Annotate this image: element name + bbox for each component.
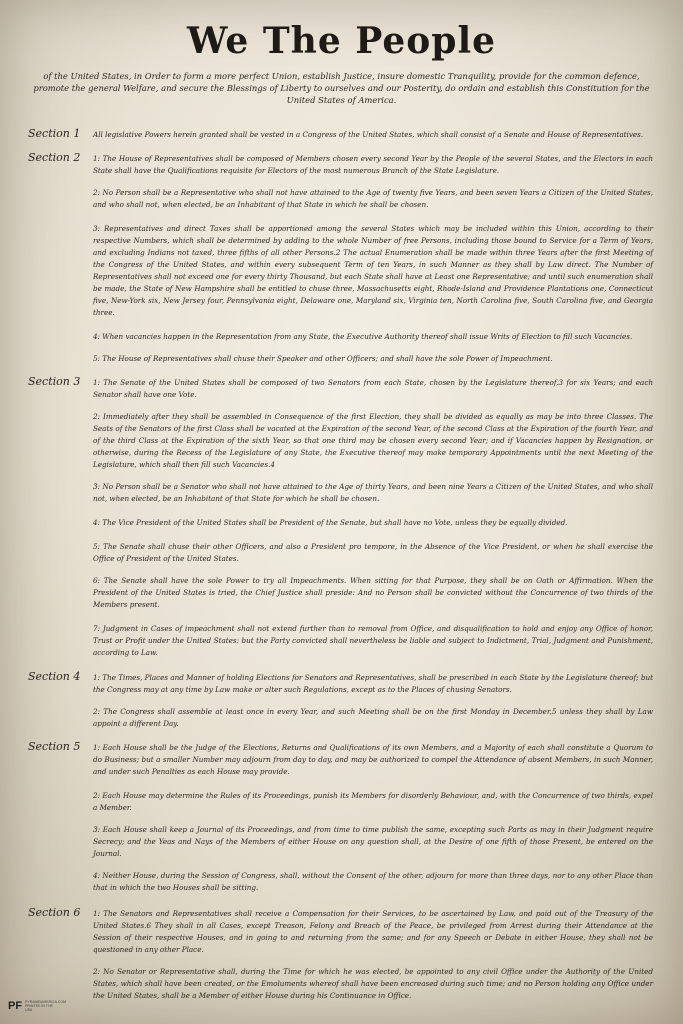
clause: 3: No Person shall be a Senator who shall not have attained to the Age of thirty Years, and been nine Years a Citizen of the United States, and who shall not, when elected, be an Inhabitant of that State for which he shall be chosen. [93,482,653,503]
clause: 4: The Vice President of the United States shall be President of the Senate, but shall have no Vote, unless they be equally divided. [93,518,568,527]
section-label: Section 3 [28,375,81,388]
clause: 4: When vacancies happen in the Representation from any State, the Executive Authority thereof shall issue Writs of Election to fill such Vacancies. [93,332,633,341]
clause: 2: The Congress shall assemble at least once in every Year, and such Meeting shall be on the first Monday in December,5 unless they shall by Law appoint a different Day. [93,707,653,728]
clause: 1: The Senators and Representatives shall receive a Compensation for their Services, to be ascertained by Law, and paid out of the Treasury of the United States.6 They shall in all Cases, except Treason, Felony and Breach of the Peace, be privileged from Arrest during their Attendance at the Session of their respective Houses, and in going to and returning from the same; and for any Speech or Debate in either House, they shall not be questioned in any other Place. [93,909,653,954]
clause: 4: Neither House, during the Session of Congress, shall, without the Consent of the other, adjourn for more than three days, nor to any other Place than that in which the two Houses shall be sitting. [93,871,653,892]
clause: 1: The Senate of the United States shall be composed of two Senators from each State, chosen by the Legislature thereof,3 for six Years; and each Senator shall have one Vote. [93,378,653,399]
clause: 3: Representatives and direct Taxes shall be apportioned among the several States which may be included within this Union, according to their respective Numbers, which shall be determined by adding to the whole Number of free Persons, including those bound to Service for a Term of Years, and excluding Indians not taxed, three fifths of all other Persons.2 The actual Enumeration shall be made within three Years after the first Meeting of the Congress of the United States, and within every subsequent Term of ten Years, in such Manner as they shall by Law direct. The Number of Representatives shall not exceed one for every thirty Thousand, but each State shall have at Least one Representative; and until such enumeration shall be made, the State of New Hampshire shall be entitled to chuse three, Massachusetts eight, Rhode-Island and Providence Plantations one, Connecticut five, New-York six, New Jersey four, Pennsylvania eight, Delaware one, Maryland six, Virginia ten, North Carolina five, South Carolina five, and Georgia three. [93,224,653,317]
clause: 3: Each House shall keep a Journal of its Proceedings, and from time to time publish the same, excepting such Parts as may in their Judgment require Secrecy; and the Yeas and Nays of the Members of either House on any question shall, at the Desire of one fifth of those Present, be entered on the Journal. [93,825,653,858]
publisher-logo-text: PYRAMIDAMERICA.COM PRINTED IN THE USA [25,1000,67,1012]
preamble: of the United States, in Order to form a more perfect Union, establish Justice, insure domestic Tranquility, provide for the common defence, promote the general Welfare, and secure the Blessings of Liberty to ourselves and our Posterity, do ordain and establish this Constitution for the United States of America. [33,71,650,105]
section-label: Section 5 [28,740,81,753]
clause: 7: Judgment in Cases of impeachment shall not extend further than to removal from Office, and disqualification to hold and enjoy any Office of honor, Trust or Profit under the United States: but the Party convicted shall nevertheless be liable and subject to Indictment, Trial, Judgment and Punishment, according to Law. [93,624,653,657]
clause: 1: The Times, Places and Manner of holding Elections for Senators and Representatives, shall be prescribed in each State by the Legislature thereof; but the Congress may at any time by Law make or alter such Regulations, except as to the Places of chusing Senators. [93,673,653,694]
section-label: Section 1 [28,127,81,140]
clause: 6: The Senate shall have the sole Power to try all Impeachments. When sitting for that Purpose, they shall be on Oath or Affirmation. When the President of the United States is tried, the Chief Justice shall preside: And no Person shall be convicted without the Concurrence of two thirds of the Members present. [93,576,653,609]
clause: All legislative Powers herein granted shall be vested in a Congress of the United States, which shall consist of a Senate and House of Representatives. [93,130,644,139]
publisher-logo-mark: PF [8,1000,23,1012]
section-label: Section 2 [28,151,81,164]
clause: 1: Each House shall be the Judge of the Elections, Returns and Qualifications of its own Members, and a Majority of each shall constitute a Quorum to do Business; but a smaller Number may adjourn from day to day, and may be authorized to compel the Attendance of absent Members, in such Manner, and under such Penalties as each House may provide. [93,743,653,776]
clause: 5: The Senate shall chuse their other Officers, and also a President pro tempore, in the Absence of the Vice President, or when he shall exercise the Office of President of the United States. [93,542,653,563]
clause: 1: The House of Representatives shall be composed of Members chosen every second Year by the People of the several States, and the Electors in each State shall have the Qualifications requisite for Electors of the most numerous Branch of the State Legislature. [93,154,653,175]
publisher-logo [8,1000,67,1012]
section-label: Section 6 [28,906,81,919]
clause: 2: No Person shall be a Representative who shall not have attained to the Age of twenty five Years, and been seven Years a Citizen of the United States, and who shall not, when elected, be an Inhabitant of that State in which he shall be chosen. [93,188,653,209]
clause: 2: Immediately after they shall be assembled in Consequence of the first Election, they shall be divided as equally as may be into three Classes. The Seats of the Senators of the first Class shall be vacated at the Expiration of the second Year, of the second Class at the Expiration of the fourth Year, and of the third Class at the Expiration of the sixth Year, so that one third may be chosen every second Year; and if Vacancies happen by Resignation, or otherwise, during the Recess of the Legislature of any State, the Executive thereof may make temporary Appointments until the next Meeting of the Legislature, which shall then fill such Vacancies.4 [93,412,653,469]
section-label: Section 4 [28,670,81,683]
clause: 5: The House of Representatives shall chuse their Speaker and other Officers; and shall have the sole Power of Impeachment. [93,354,553,363]
document-title: We The People [186,20,497,62]
clause: 2: No Senator or Representative shall, during the Time for which he was elected, be appointed to any civil Office under the Authority of the United States, which shall have been created, or the Emoluments whereof shall have been encreased during such time; and no Person holding any Office under the United States, shall be a Member of either House during his Continuance in Office. [93,967,653,1000]
clause: 2: Each House may determine the Rules of its Proceedings, punish its Members for disorderly Behaviour, and, with the Concurrence of two thirds, expel a Member. [93,791,653,812]
